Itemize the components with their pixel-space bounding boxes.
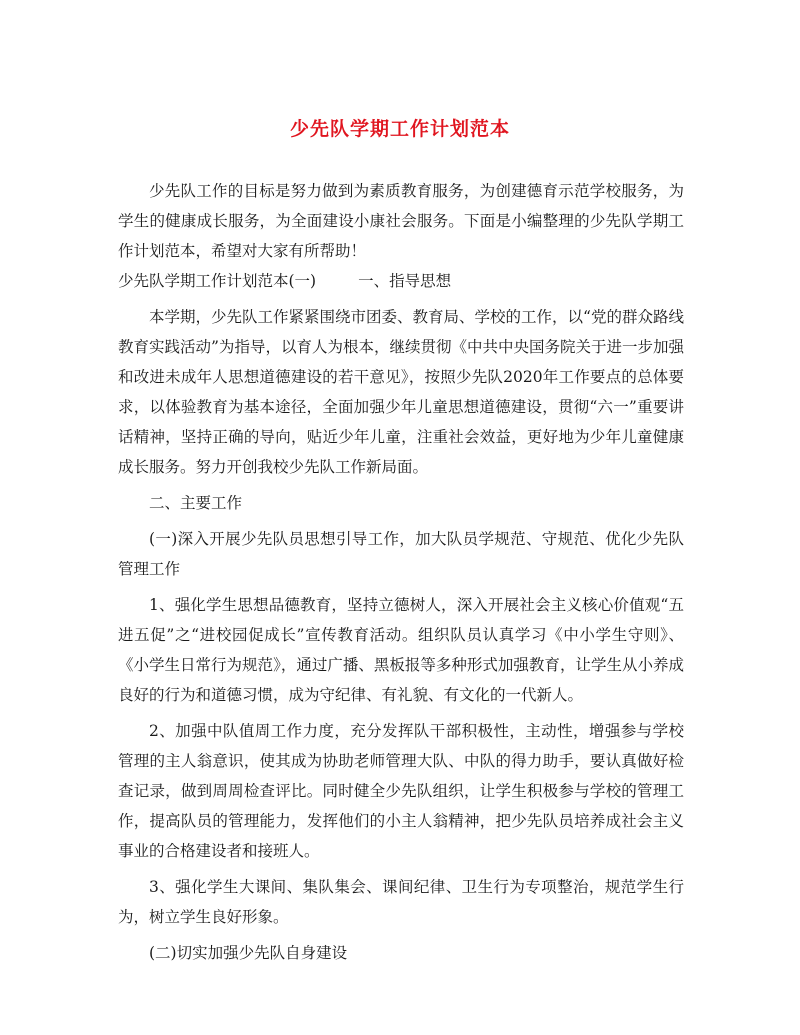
section-subheading: 一、指导思想 xyxy=(358,272,452,290)
document-body xyxy=(118,176,684,968)
section-heading: 少先队学期工作计划范本(一) xyxy=(118,272,317,290)
item-1-paragraph: 1、强化学生思想品德教育，坚持立德树人，深入开展社会主义核心价值观“五进五促”之“进校园促成长”宣传教育活动。组织队员认真学习《中小学生守则》、《小学生日常行为规范》，通过广播、黑板报等多种形式加强教育，让学生从小养成良好的行为和道德习惯，成为守纪律、有礼貌、有文化的一代新人。 xyxy=(118,596,684,704)
document-title: 少先队学期工作计划范本 xyxy=(289,118,510,140)
main-work-heading: 二、主要工作 xyxy=(149,494,243,512)
subsection-2-heading: (二)切实加强少先队自身建设 xyxy=(149,944,348,962)
section-heading-line xyxy=(118,266,684,296)
item-3-paragraph: 3、强化学生大课间、集队集会、课间纪律、卫生行为专项整治，规范学生行为，树立学生良好形象。 xyxy=(118,878,684,926)
subsection-1-heading: (一)深入开展少先队员思想引导工作，加大队员学规范、守规范、优化少先队管理工作 xyxy=(118,530,684,578)
guiding-paragraph: 本学期，少先队工作紧紧围绕市团委、教育局、学校的工作，以“党的群众路线教育实践活动”为指导，以育人为根本，继续贯彻《中共中央国务院关于进一步加强和改进未成年人思想道德建设的若干意见》，按照少先队2020年工作要点的总体要求，以体验教育为基本途径，全面加强少年儿童思想道德建设，贯彻“六一”重要讲话精神，坚持正确的导向，贴近少年儿童，注重社会效益，更好地为少年儿童健康成长服务。努力开创我校少先队工作新局面。 xyxy=(118,308,684,476)
item-2-paragraph: 2、加强中队值周工作力度，充分发挥队干部积极性，主动性，增强参与学校管理的主人翁意识，使其成为协助老师管理大队、中队的得力助手，要认真做好检查记录，做到周周检查评比。同时健全少先队组织，让学生积极参与学校的管理工作，提高队员的管理能力，发挥他们的小主人翁精神，把少先队员培养成社会主义事业的合格建设者和接班人。 xyxy=(118,722,684,860)
intro-paragraph: 少先队工作的目标是努力做到为素质教育服务，为创建德育示范学校服务，为学生的健康成长服务，为全面建设小康社会服务。下面是小编整理的少先队学期工作计划范本，希望对大家有所帮助！ xyxy=(118,182,684,260)
